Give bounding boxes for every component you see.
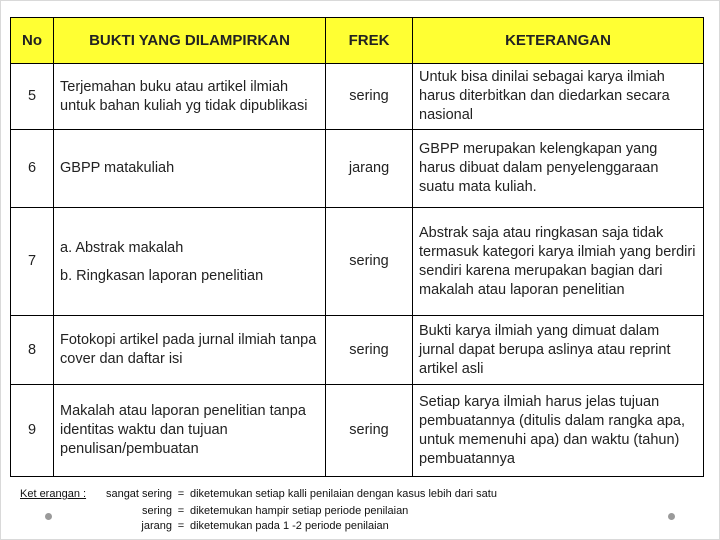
legend-term: sering	[142, 505, 172, 517]
legend-equals: =	[177, 520, 185, 532]
row-no: 8	[11, 316, 54, 385]
legend-term: jarang	[141, 520, 172, 532]
row-bukti: Terjemahan buku atau artikel ilmiah untuk bahan kuliah yg tidak dipublikasi	[54, 64, 326, 130]
row-frek: sering	[326, 64, 413, 130]
row-bukti	[54, 208, 326, 316]
row-frek: sering	[326, 316, 413, 385]
legend-term: sangat sering	[105, 488, 172, 500]
table-row	[11, 316, 704, 385]
bullet-dot-icon	[45, 513, 52, 520]
header-keterangan: KETERANGAN	[413, 18, 704, 64]
legend-equals: =	[177, 505, 185, 517]
table-row	[11, 64, 704, 130]
row-no: 9	[11, 385, 54, 477]
row-bukti: Fotokopi artikel pada jurnal ilmiah tanpa cover dan daftar isi	[54, 316, 326, 385]
row-frek: sering	[326, 385, 413, 477]
row-bukti: Makalah atau laporan penelitian tanpa identitas waktu dan tujuan penulisan/pembuatan	[54, 385, 326, 477]
bukti-item-b: b. Ringkasan laporan penelitian	[60, 267, 264, 284]
row-frek: jarang	[326, 130, 413, 208]
table-row	[11, 385, 704, 477]
legend-desc: diketemukan hampir setiap periode penilaian	[190, 505, 409, 517]
bukti-item-a: a. Abstrak makalah	[60, 239, 184, 256]
header-row	[11, 18, 704, 64]
row-bukti: GBPP matakuliah	[54, 130, 326, 208]
legend-item	[92, 488, 497, 500]
header-no: No	[11, 18, 54, 64]
legend-desc: diketemukan setiap kalli penilaian dengan kasus lebih dari satu	[190, 488, 497, 500]
row-no: 7	[11, 208, 54, 316]
row-no: 5	[11, 64, 54, 130]
legend-item	[92, 520, 389, 532]
bullet-dot-icon	[668, 513, 675, 520]
row-frek: sering	[326, 208, 413, 316]
legend-equals: =	[177, 488, 185, 500]
row-no: 6	[11, 130, 54, 208]
legend-item	[92, 505, 408, 517]
row-keterangan: Untuk bisa dinilai sebagai karya ilmiah harus diterbitkan dan diedarkan secara nasional	[413, 64, 704, 130]
row-keterangan: Abstrak saja atau ringkasan saja tidak termasuk kategori karya ilmiah yang berdiri sendiri karena merupakan bagian dari makalah atau laporan penelitian	[413, 208, 704, 316]
legend-label: Ket erangan :	[20, 488, 87, 500]
row-keterangan: GBPP merupakan kelengkapan yang harus dibuat dalam penyelenggaraan suatu mata kuliah.	[413, 130, 704, 208]
table-row	[11, 208, 704, 316]
legend-desc: diketemukan pada 1 -2 periode penilaian	[190, 520, 389, 532]
evidence-table	[10, 17, 704, 477]
row-keterangan: Bukti karya ilmiah yang dimuat dalam jurnal dapat berupa aslinya atau reprint artikel asli	[413, 316, 704, 385]
header-frek: FREK	[326, 18, 413, 64]
row-keterangan: Setiap karya ilmiah harus jelas tujuan pembuatannya (ditulis dalam rangka apa, untuk memenuhi apa) dan waktu (tahun) pembuatannya	[413, 385, 704, 477]
header-bukti: BUKTI YANG DILAMPIRKAN	[54, 18, 326, 64]
table-row	[11, 130, 704, 208]
